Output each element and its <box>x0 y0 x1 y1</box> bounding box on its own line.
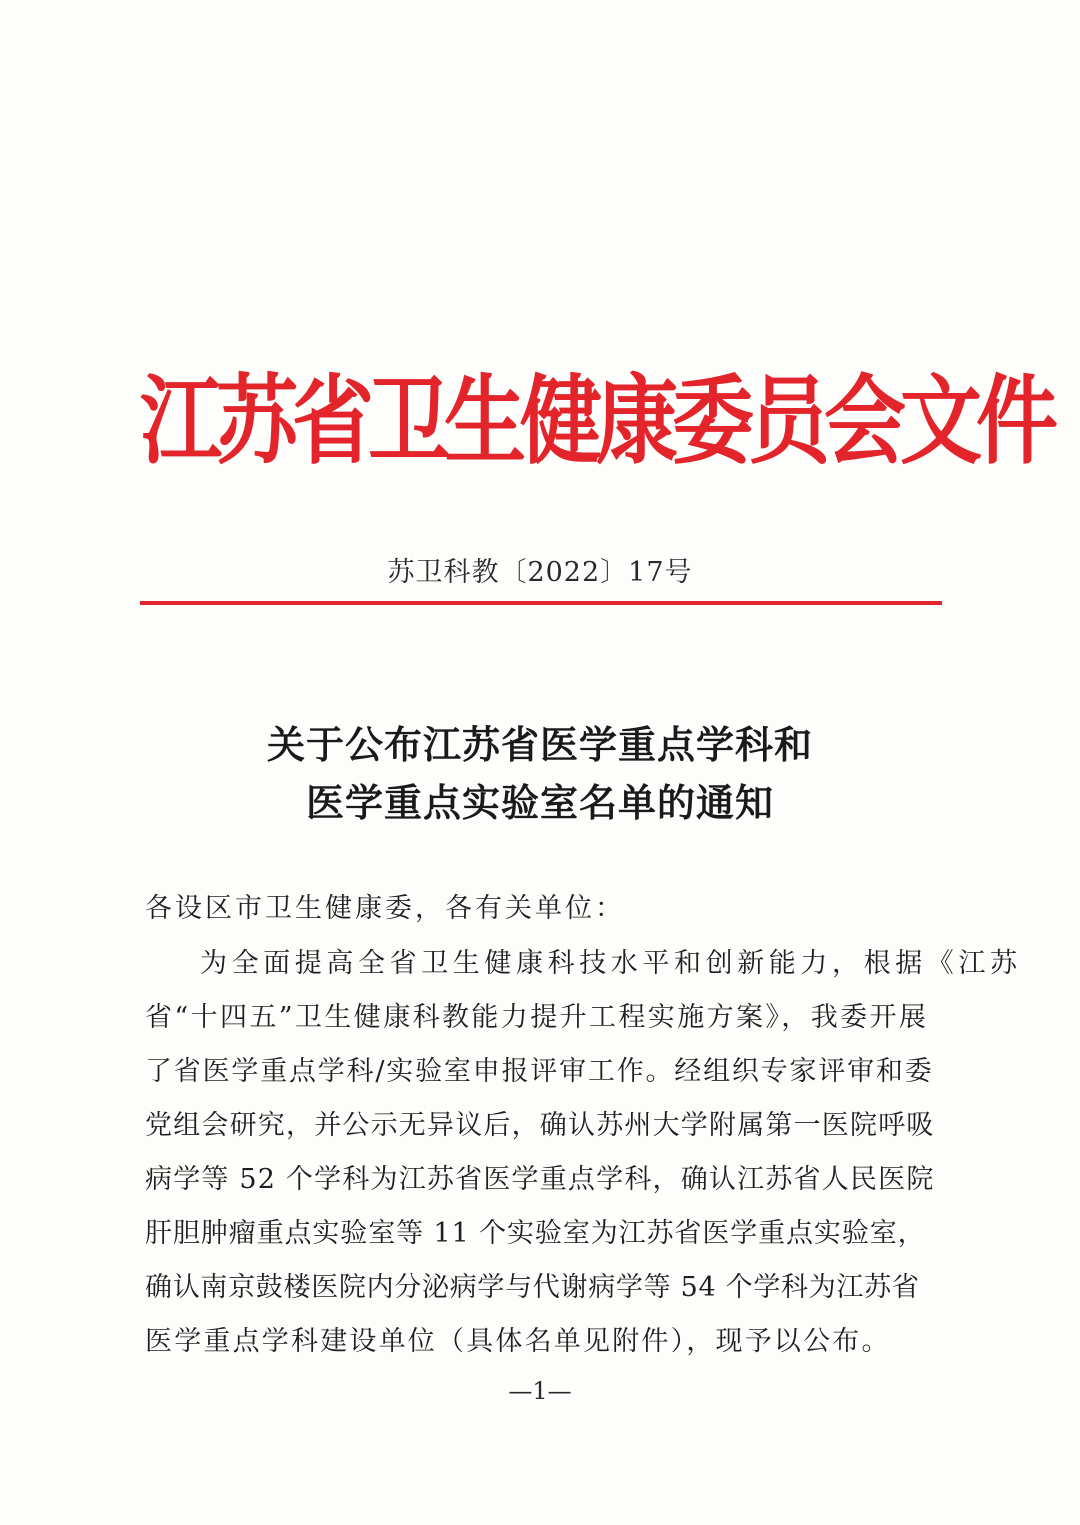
notice-title-line-1: 关于公布江苏省医学重点学科和 <box>266 722 813 767</box>
body-line: 确认南京鼓楼医院内分泌病学与代谢病学等 54 个学科为江苏省 <box>145 1272 920 1303</box>
document-header-title: 江苏省卫生健康委员会文件 <box>140 365 1053 479</box>
salutation: 各设区市卫生健康委，各有关单位： <box>145 893 625 924</box>
body-line: 了省医学重点学科/实验室申报评审工作。经组织专家评审和委 <box>145 1056 934 1087</box>
page-number: —1— <box>508 1377 572 1405</box>
body-line: 医学重点学科建设单位（具体名单见附件），现予以公布。 <box>145 1326 891 1357</box>
body-line: 病学等 52 个学科为江苏省医学重点学科，确认江苏省人民医院 <box>145 1164 935 1195</box>
notice-title-line-2: 医学重点实验室名单的通知 <box>305 780 774 825</box>
body-line: 肝胆肿瘤重点实验室等 11 个实验室为江苏省医学重点实验室， <box>145 1218 926 1249</box>
body-line: 党组会研究，并公示无异议后，确认苏州大学附属第一医院呼吸 <box>145 1110 935 1141</box>
body-line: 省“十四五”卫生健康科教能力提升工程实施方案》，我委开展 <box>145 1002 929 1033</box>
body-line: 为全面提高全省卫生健康科技水平和创新能力，根据《江苏 <box>200 948 1022 979</box>
document-number: 苏卫科教〔2022〕17号 <box>387 557 693 588</box>
red-divider <box>140 601 942 605</box>
